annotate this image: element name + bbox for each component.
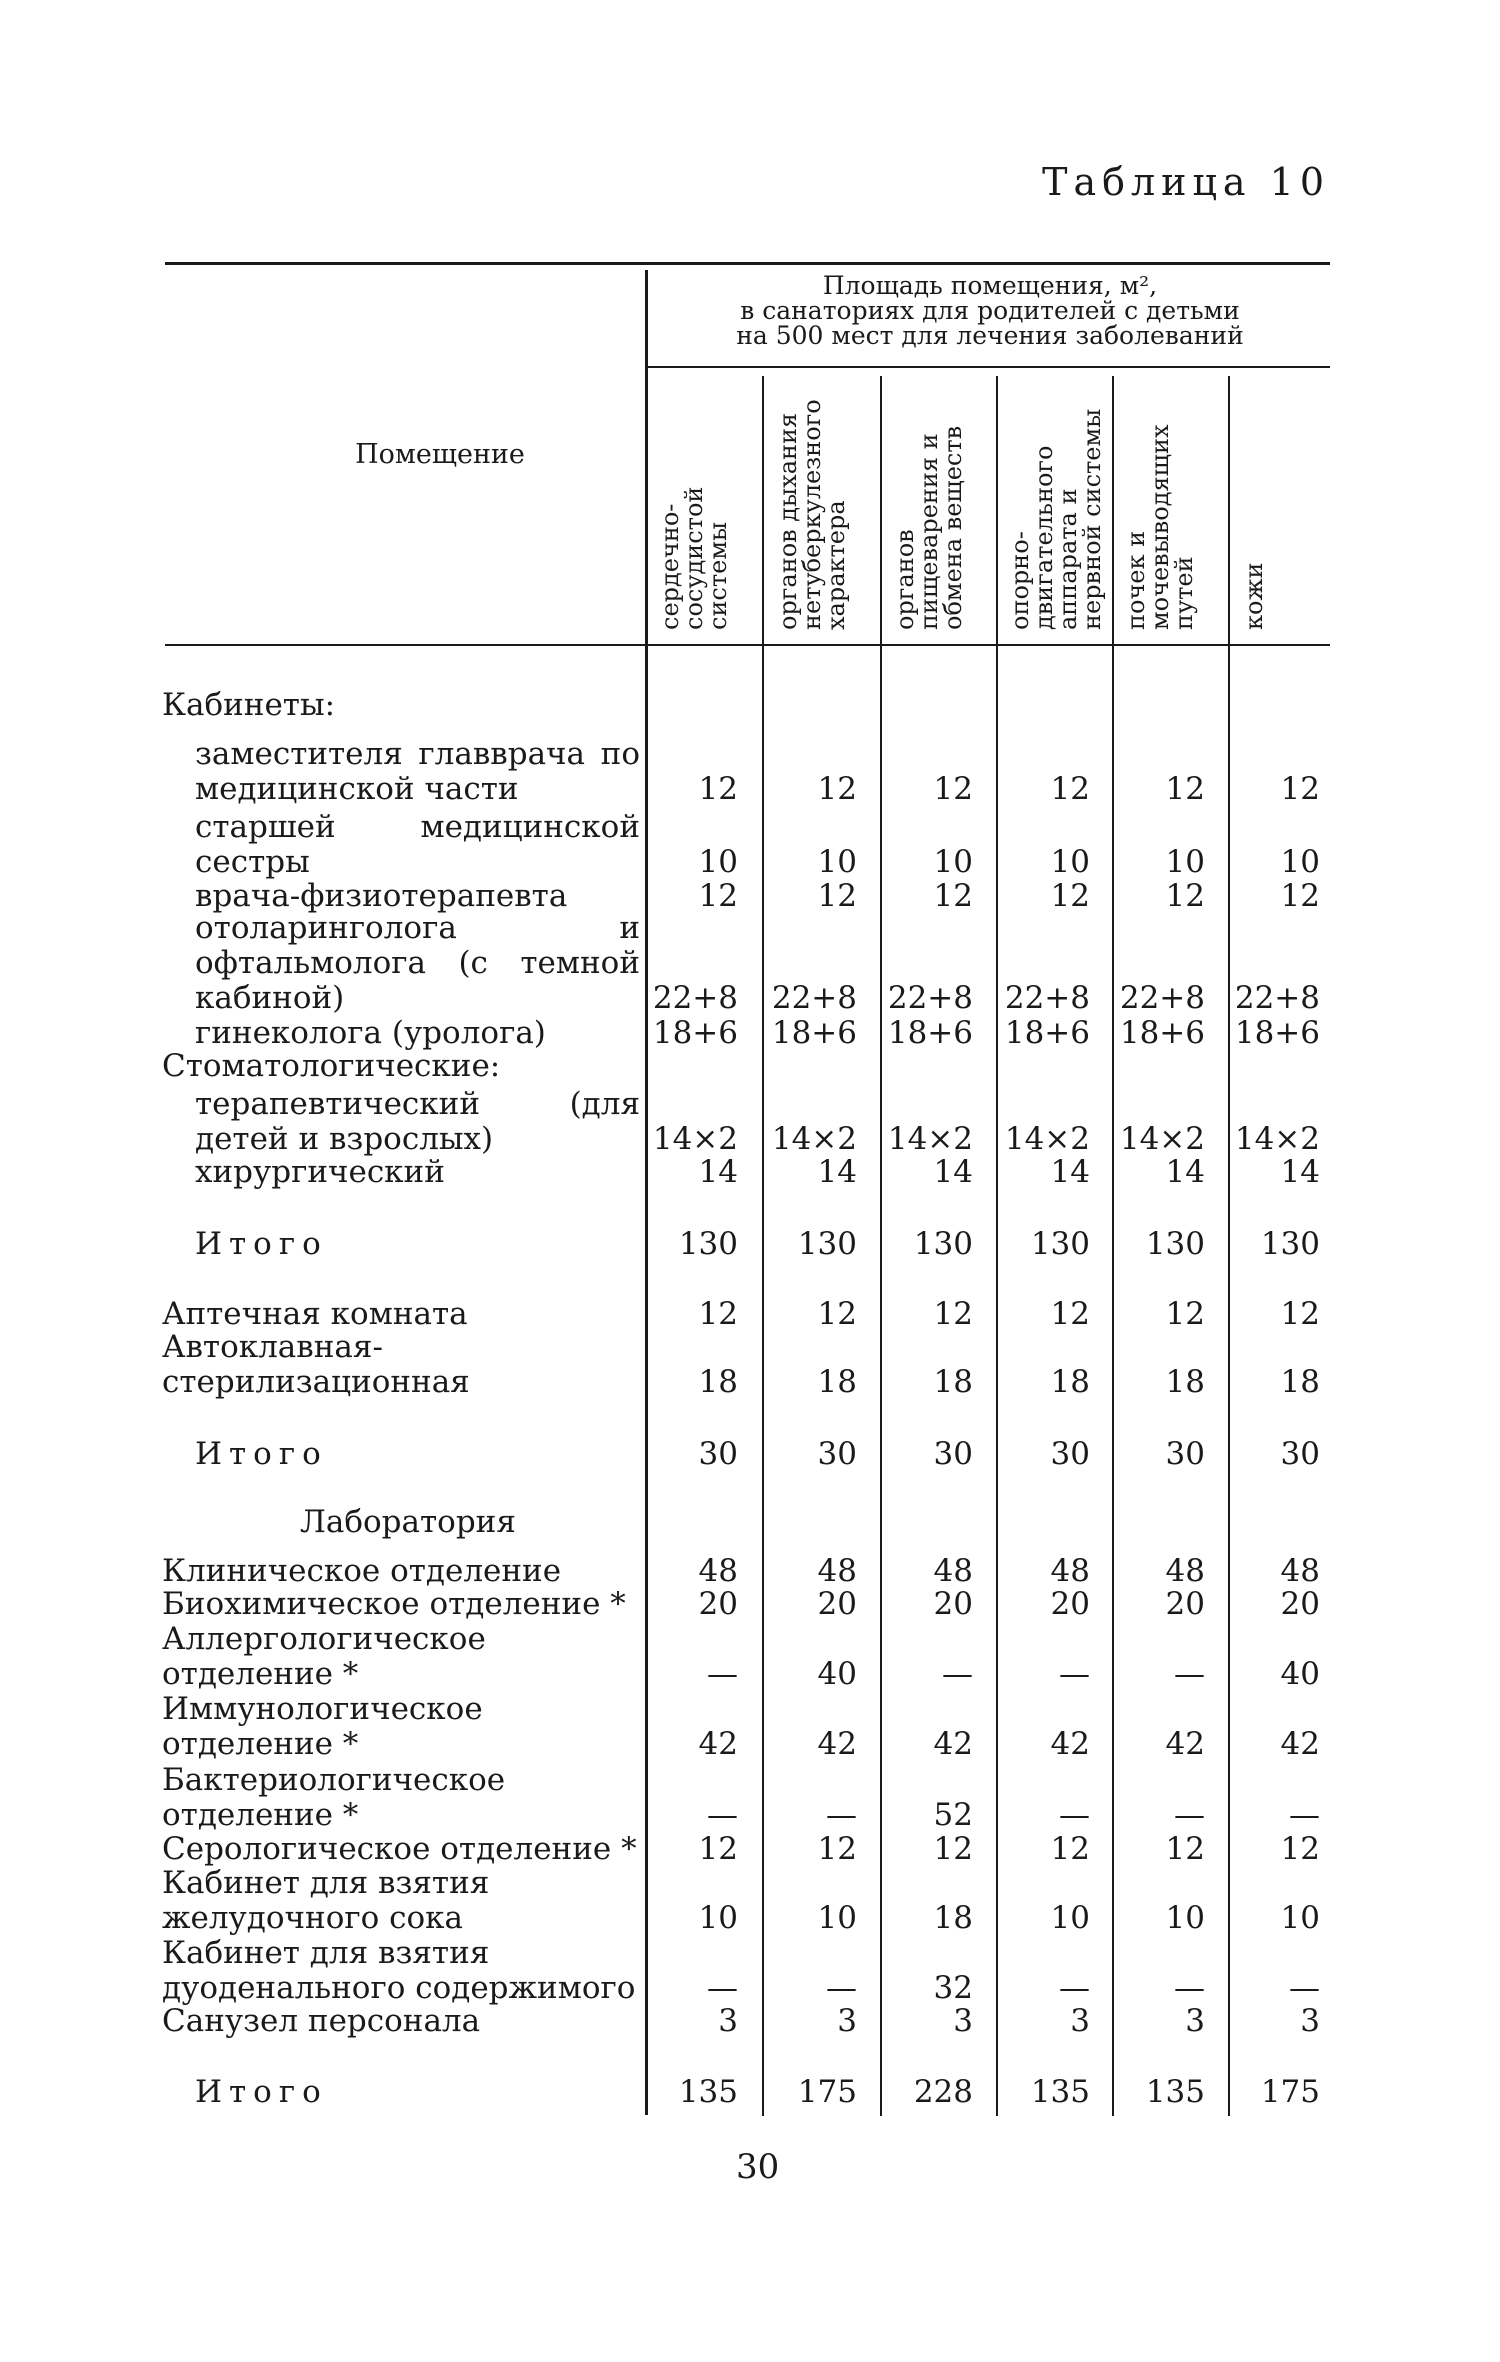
table-row — [0, 1763, 1500, 1833]
area-value-col-1: 3 — [718, 2003, 738, 2039]
area-value-col-4: 3 — [1070, 2003, 1090, 2039]
table-row — [0, 1554, 1500, 1589]
area-value-col-6: 10 — [1280, 1900, 1320, 1936]
area-value-col-6: 48 — [1280, 1553, 1320, 1589]
area-value-col-4: 10 — [1050, 1900, 1090, 1936]
area-value-col-3: 22+8 — [887, 980, 973, 1016]
area-value-col-4: 48 — [1050, 1553, 1090, 1589]
group-rule — [648, 366, 1330, 368]
table-row — [0, 1832, 1500, 1867]
area-value-col-1: — — [707, 1797, 738, 1833]
area-value-col-6: — — [1289, 1797, 1320, 1833]
area-value-col-4: 12 — [1050, 771, 1090, 807]
area-value-col-4: 14 — [1050, 1154, 1090, 1190]
area-value-col-6: 30 — [1280, 1436, 1320, 1472]
area-value-col-1: 18+6 — [652, 1015, 738, 1051]
area-value-col-2: 12 — [817, 878, 857, 914]
table-row — [0, 1587, 1500, 1622]
area-value-col-5: 10 — [1165, 844, 1205, 880]
area-value-col-4: 30 — [1050, 1436, 1090, 1472]
area-value-col-1: 20 — [698, 1586, 738, 1622]
area-value-col-5: 10 — [1165, 1900, 1205, 1936]
area-value-col-5: 12 — [1165, 878, 1205, 914]
area-value-col-5: 14×2 — [1119, 1121, 1205, 1157]
area-value-col-2: 18+6 — [771, 1015, 857, 1051]
column-header-6-line-1: кожи — [1240, 562, 1268, 630]
area-value-col-2: 12 — [817, 1831, 857, 1867]
row-label: Клиническое отделение — [162, 1553, 562, 1589]
area-value-col-6: 12 — [1280, 1296, 1320, 1332]
area-value-col-6: 14 — [1280, 1154, 1320, 1190]
column-header-4-line-1: опорно- — [1006, 531, 1034, 630]
area-value-col-1: 48 — [698, 1553, 738, 1589]
table-row — [0, 911, 1500, 1016]
column-header-1-line-1: сердечно- — [656, 503, 684, 630]
area-value-col-2: 10 — [817, 1900, 857, 1936]
area-value-col-6: 130 — [1260, 1226, 1320, 1262]
area-value-col-2: 12 — [817, 1296, 857, 1332]
row-label: Санузел персонала — [162, 2003, 481, 2039]
area-value-col-5: 22+8 — [1119, 980, 1205, 1016]
area-group-header-line-1: Площадь помещения, м², — [822, 271, 1158, 300]
row-label: Аптечная комната — [162, 1296, 468, 1332]
area-value-col-6: 42 — [1280, 1726, 1320, 1762]
area-value-col-2: 130 — [797, 1226, 857, 1262]
table-title: Таблица 10 — [1042, 160, 1330, 204]
column-header-2-line-2: нетуберкулезного — [798, 399, 826, 630]
area-value-col-2: — — [826, 1797, 857, 1833]
area-value-col-2: 14 — [817, 1154, 857, 1190]
area-value-col-5: 18 — [1165, 1364, 1205, 1400]
area-value-col-6: 22+8 — [1234, 980, 1320, 1016]
area-value-col-5: 135 — [1145, 2074, 1205, 2110]
room-column-header: Помещение — [355, 439, 525, 470]
table-row — [0, 737, 1500, 807]
area-value-col-2: 42 — [817, 1726, 857, 1762]
area-value-col-3: 52 — [933, 1797, 973, 1833]
area-value-col-3: 30 — [933, 1436, 973, 1472]
row-label: Биохимическое отделение * — [162, 1586, 626, 1622]
area-value-col-5: 20 — [1165, 1586, 1205, 1622]
top-rule — [165, 262, 1330, 265]
area-value-col-6: 18+6 — [1234, 1015, 1320, 1051]
area-value-col-1: 12 — [698, 1831, 738, 1867]
area-value-col-2: 22+8 — [771, 980, 857, 1016]
area-value-col-2: 175 — [797, 2074, 857, 2110]
area-value-col-4: 18+6 — [1004, 1015, 1090, 1051]
area-value-col-6: — — [1289, 1970, 1320, 2006]
area-value-col-4: 18 — [1050, 1364, 1090, 1400]
total-row — [0, 1227, 1500, 1262]
column-header-4-line-2: двигательного — [1030, 445, 1058, 630]
column-header-1-line-3: системы — [704, 521, 732, 630]
area-value-col-6: 14×2 — [1234, 1121, 1320, 1157]
table-row — [0, 810, 1500, 880]
area-value-col-3: 12 — [933, 1831, 973, 1867]
area-value-col-3: 12 — [933, 771, 973, 807]
area-value-col-4: 135 — [1030, 2074, 1090, 2110]
area-value-col-4: — — [1059, 1970, 1090, 2006]
area-value-col-6: 3 — [1300, 2003, 1320, 2039]
row-label: Итого — [195, 1436, 328, 1472]
column-header-2-line-3: характера — [822, 500, 850, 630]
area-value-col-1: 22+8 — [652, 980, 738, 1016]
area-value-col-3: 14 — [933, 1154, 973, 1190]
area-value-col-1: — — [707, 1970, 738, 2006]
area-value-col-6: 12 — [1280, 771, 1320, 807]
area-group-header-line-2: в санаториях для родителей с детьми — [740, 296, 1240, 325]
row-label: Итого — [195, 2074, 328, 2110]
area-value-col-6: 20 — [1280, 1586, 1320, 1622]
area-value-col-3: 228 — [913, 2074, 973, 2110]
area-value-col-4: 12 — [1050, 1296, 1090, 1332]
row-label: гинеколога (уролога) — [195, 1015, 546, 1051]
area-value-col-5: 3 — [1185, 2003, 1205, 2039]
area-value-col-1: 130 — [678, 1226, 738, 1262]
table-row — [0, 1330, 1500, 1400]
area-value-col-3: 12 — [933, 878, 973, 914]
area-value-col-4: 22+8 — [1004, 980, 1090, 1016]
area-value-col-3: 20 — [933, 1586, 973, 1622]
table-row — [0, 1505, 1500, 1540]
area-value-col-3: 18 — [933, 1900, 973, 1936]
column-header-5-line-3: путей — [1170, 556, 1198, 630]
area-value-col-4: — — [1059, 1656, 1090, 1692]
area-value-col-5: 12 — [1165, 771, 1205, 807]
area-value-col-3: — — [942, 1656, 973, 1692]
row-label: Кабинет для взятия желудочного сока — [162, 1865, 490, 1936]
row-label: Аллергологическое отделение * — [162, 1621, 486, 1692]
area-value-col-1: 14 — [698, 1154, 738, 1190]
area-value-col-2: 48 — [817, 1553, 857, 1589]
area-value-col-2: 10 — [817, 844, 857, 880]
row-label: Итого — [195, 1226, 328, 1262]
column-header-4-line-3: аппарата и — [1054, 488, 1082, 630]
area-value-col-3: 10 — [933, 844, 973, 880]
column-header-3-line-2: пищеварения и — [915, 433, 943, 630]
total-row — [0, 2075, 1500, 2110]
area-value-col-2: 14×2 — [771, 1121, 857, 1157]
area-value-col-6: 175 — [1260, 2074, 1320, 2110]
area-value-col-4: 42 — [1050, 1726, 1090, 1762]
row-label: Серологическое отделение * — [162, 1831, 637, 1867]
area-value-col-4: 14×2 — [1004, 1121, 1090, 1157]
table-row — [0, 2004, 1500, 2039]
area-value-col-2: 30 — [817, 1436, 857, 1472]
column-header-1-line-2: сосудистой — [680, 486, 708, 630]
area-value-col-5: — — [1174, 1970, 1205, 2006]
row-label: Стоматологические: — [162, 1048, 501, 1084]
area-value-col-2: 18 — [817, 1364, 857, 1400]
area-value-col-1: 12 — [698, 878, 738, 914]
area-value-col-5: 30 — [1165, 1436, 1205, 1472]
table-row — [0, 1087, 1500, 1157]
area-value-col-6: 12 — [1280, 878, 1320, 914]
table-row — [0, 1622, 1500, 1692]
area-value-col-5: 42 — [1165, 1726, 1205, 1762]
table-row — [0, 688, 1500, 723]
table-row — [0, 1016, 1500, 1051]
row-label: Иммунологическое отделение * — [162, 1691, 483, 1762]
area-value-col-3: 14×2 — [887, 1121, 973, 1157]
area-value-col-3: 12 — [933, 1296, 973, 1332]
area-value-col-1: 10 — [698, 844, 738, 880]
area-value-col-5: 12 — [1165, 1831, 1205, 1867]
column-header-4-line-4: нервной системы — [1078, 408, 1106, 630]
row-label: отоларинголога и офтальмолога (с темной кабиной) — [195, 910, 640, 1016]
area-value-col-1: 135 — [678, 2074, 738, 2110]
area-value-col-3: 48 — [933, 1553, 973, 1589]
row-label: Кабинеты: — [162, 687, 336, 723]
area-value-col-1: 42 — [698, 1726, 738, 1762]
row-label: Кабинет для взятия дуоденального содержимого — [162, 1935, 636, 2006]
area-value-col-5: — — [1174, 1656, 1205, 1692]
area-value-col-4: — — [1059, 1797, 1090, 1833]
table-row — [0, 1155, 1500, 1190]
area-value-col-2: 40 — [817, 1656, 857, 1692]
area-value-col-5: 18+6 — [1119, 1015, 1205, 1051]
area-value-col-2: 3 — [837, 2003, 857, 2039]
area-value-col-1: 30 — [698, 1436, 738, 1472]
row-label: хирургический — [195, 1154, 445, 1190]
area-value-col-4: 20 — [1050, 1586, 1090, 1622]
area-value-col-4: 12 — [1050, 878, 1090, 914]
row-label: старшей медицинской сестры — [195, 809, 640, 880]
row-label: терапевтический (для детей и взрослых) — [195, 1086, 640, 1157]
area-value-col-2: — — [826, 1970, 857, 2006]
table-row — [0, 1049, 1500, 1084]
table-row — [0, 879, 1500, 914]
row-label: врача-физиотерапевта — [195, 878, 568, 914]
column-header-3-line-3: обмена веществ — [939, 425, 967, 630]
header-bottom-rule — [165, 644, 1330, 646]
area-value-col-3: 3 — [953, 2003, 973, 2039]
area-value-col-1: — — [707, 1656, 738, 1692]
area-value-col-1: 10 — [698, 1900, 738, 1936]
area-value-col-5: 48 — [1165, 1553, 1205, 1589]
area-value-col-4: 10 — [1050, 844, 1090, 880]
area-value-col-2: 12 — [817, 771, 857, 807]
area-value-col-3: 18+6 — [887, 1015, 973, 1051]
column-header-3-line-1: органов — [891, 529, 919, 630]
area-value-col-1: 12 — [698, 1296, 738, 1332]
area-value-col-1: 14×2 — [652, 1121, 738, 1157]
area-value-col-6: 18 — [1280, 1364, 1320, 1400]
area-value-col-4: 12 — [1050, 1831, 1090, 1867]
total-row — [0, 1437, 1500, 1472]
table-row — [0, 1936, 1500, 2006]
area-value-col-1: 12 — [698, 771, 738, 807]
area-value-col-3: 32 — [933, 1970, 973, 2006]
area-value-col-3: 42 — [933, 1726, 973, 1762]
area-value-col-2: 20 — [817, 1586, 857, 1622]
area-value-col-5: 14 — [1165, 1154, 1205, 1190]
area-value-col-5: 130 — [1145, 1226, 1205, 1262]
area-value-col-5: 12 — [1165, 1296, 1205, 1332]
area-value-col-6: 40 — [1280, 1656, 1320, 1692]
row-label: заместителя главврача по медицинской части — [195, 736, 640, 807]
column-header-2-line-1: органов дыхания — [774, 412, 802, 630]
row-label: Лаборатория — [300, 1504, 516, 1540]
column-header-5-line-2: мочевыводящих — [1146, 424, 1174, 630]
table-row — [0, 1866, 1500, 1936]
page-number: 30 — [736, 2147, 780, 2187]
area-value-col-4: 130 — [1030, 1226, 1090, 1262]
table-row — [0, 1692, 1500, 1762]
area-value-col-6: 12 — [1280, 1831, 1320, 1867]
table-row — [0, 1297, 1500, 1332]
row-label: Автоклавная-стерилизационная — [162, 1329, 470, 1400]
column-header-5-line-1: почек и — [1122, 530, 1150, 630]
area-value-col-5: — — [1174, 1797, 1205, 1833]
area-group-header-line-3: на 500 мест для лечения заболеваний — [736, 321, 1244, 350]
area-value-col-3: 18 — [933, 1364, 973, 1400]
area-value-col-6: 10 — [1280, 844, 1320, 880]
row-label: Бактериологическое отделение * — [162, 1762, 506, 1833]
area-value-col-1: 18 — [698, 1364, 738, 1400]
area-value-col-3: 130 — [913, 1226, 973, 1262]
